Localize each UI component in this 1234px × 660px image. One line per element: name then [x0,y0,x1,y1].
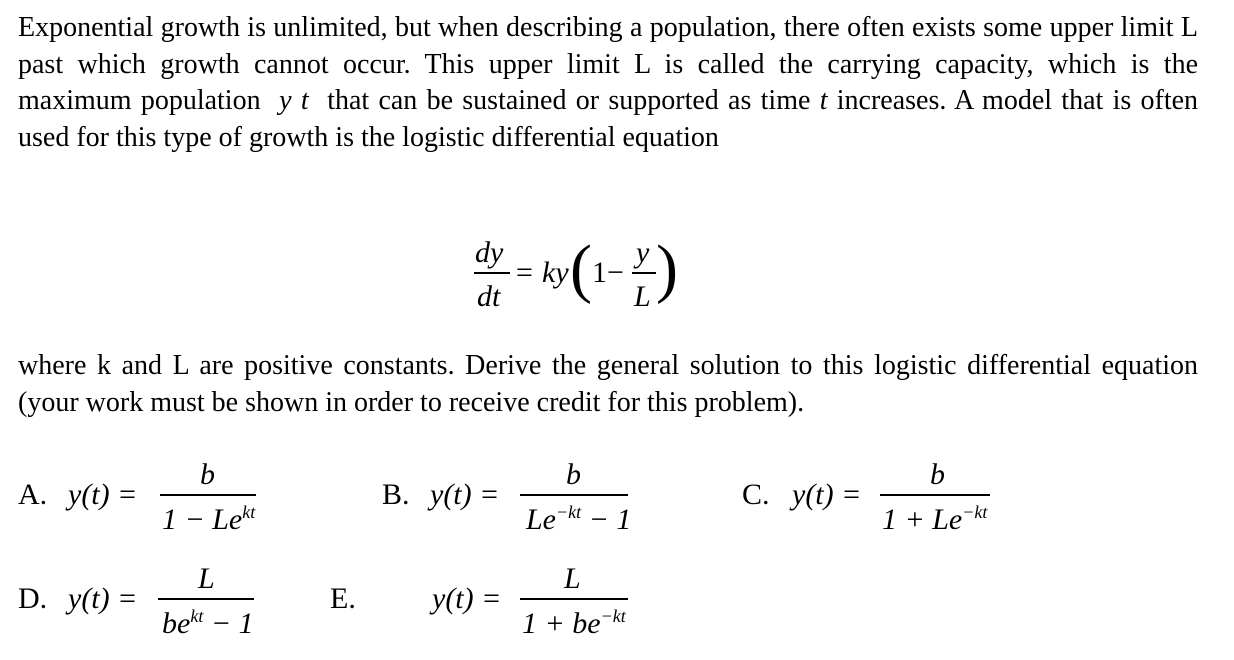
choice-e-label: E. [330,582,356,615]
problem-intro-paragraph [18,10,1198,156]
choice-b-lhs: y(t) = [430,478,500,511]
problem-instruction-paragraph: where k and L are positive constants. Derive the general solution to this logistic differential equation (your work must be shown in order to receive credit for this problem). [18,350,1198,418]
choice-a-label: A. [18,478,48,511]
eq-dy: dy [475,236,504,269]
choice-c-lhs: y(t) = [792,478,862,511]
intro-text-a: Exponential growth is unlimited, but when describing a population, there often exists some upper limit L past which growth cannot occur. This upper limit L is called the carrying capacity, which is the maximum population [18,12,1198,116]
eq-right-paren: ) [656,232,678,305]
choice-c-label: C. [742,478,770,511]
choice-b-denominator: $Le^{-kt} - 1$ [526,502,632,536]
intro-text-b: that can be sustained or supported as time [327,85,811,116]
eq-dt: dt [477,280,501,313]
choice-c-numerator: b [930,458,945,491]
choice-d-denominator: $be^{kt} - 1$ [162,606,254,640]
eq-L: L [634,280,651,313]
eq-left-paren: ( [570,232,592,305]
intro-var-t: t [300,85,309,116]
choice-d-lhs: y(t) = [68,582,138,615]
choice-e-frac-bar [520,598,628,600]
eq-inner-frac-bar [632,272,656,274]
choice-b-frac-bar [520,494,628,496]
eq-equals: = [516,256,533,289]
choice-a-denominator: $1 - Le^{kt}$ [162,502,256,536]
choice-d-label: D. [18,582,48,615]
choice-c-denominator: $1 + Le^{-kt}$ [882,502,988,536]
choice-a-lhs: y(t) = [68,478,138,511]
eq-ky: ky [542,256,569,289]
choice-b-label: B. [382,478,410,511]
choice-d-frac-bar [158,598,254,600]
choice-b-numerator: b [566,458,581,491]
eq-y: y [636,236,650,269]
choice-e-lhs: y(t) = [432,582,502,615]
choice-e-numerator: L [564,562,581,595]
eq-frac-bar [474,272,510,274]
choice-d-numerator: L [198,562,215,595]
choice-c-frac-bar [880,494,990,496]
intro-text-c: increases. A model that is often used for this type of growth is the logistic differential equation [18,85,1199,153]
choice-a-numerator: b [200,458,215,491]
intro-var-y: y [279,85,292,116]
choice-a-frac-bar [160,494,256,496]
choice-e-denominator: $1 + be^{-kt}$ [522,606,626,640]
intro-var-t2: t [819,85,828,116]
eq-one-minus: 1− [592,256,624,289]
